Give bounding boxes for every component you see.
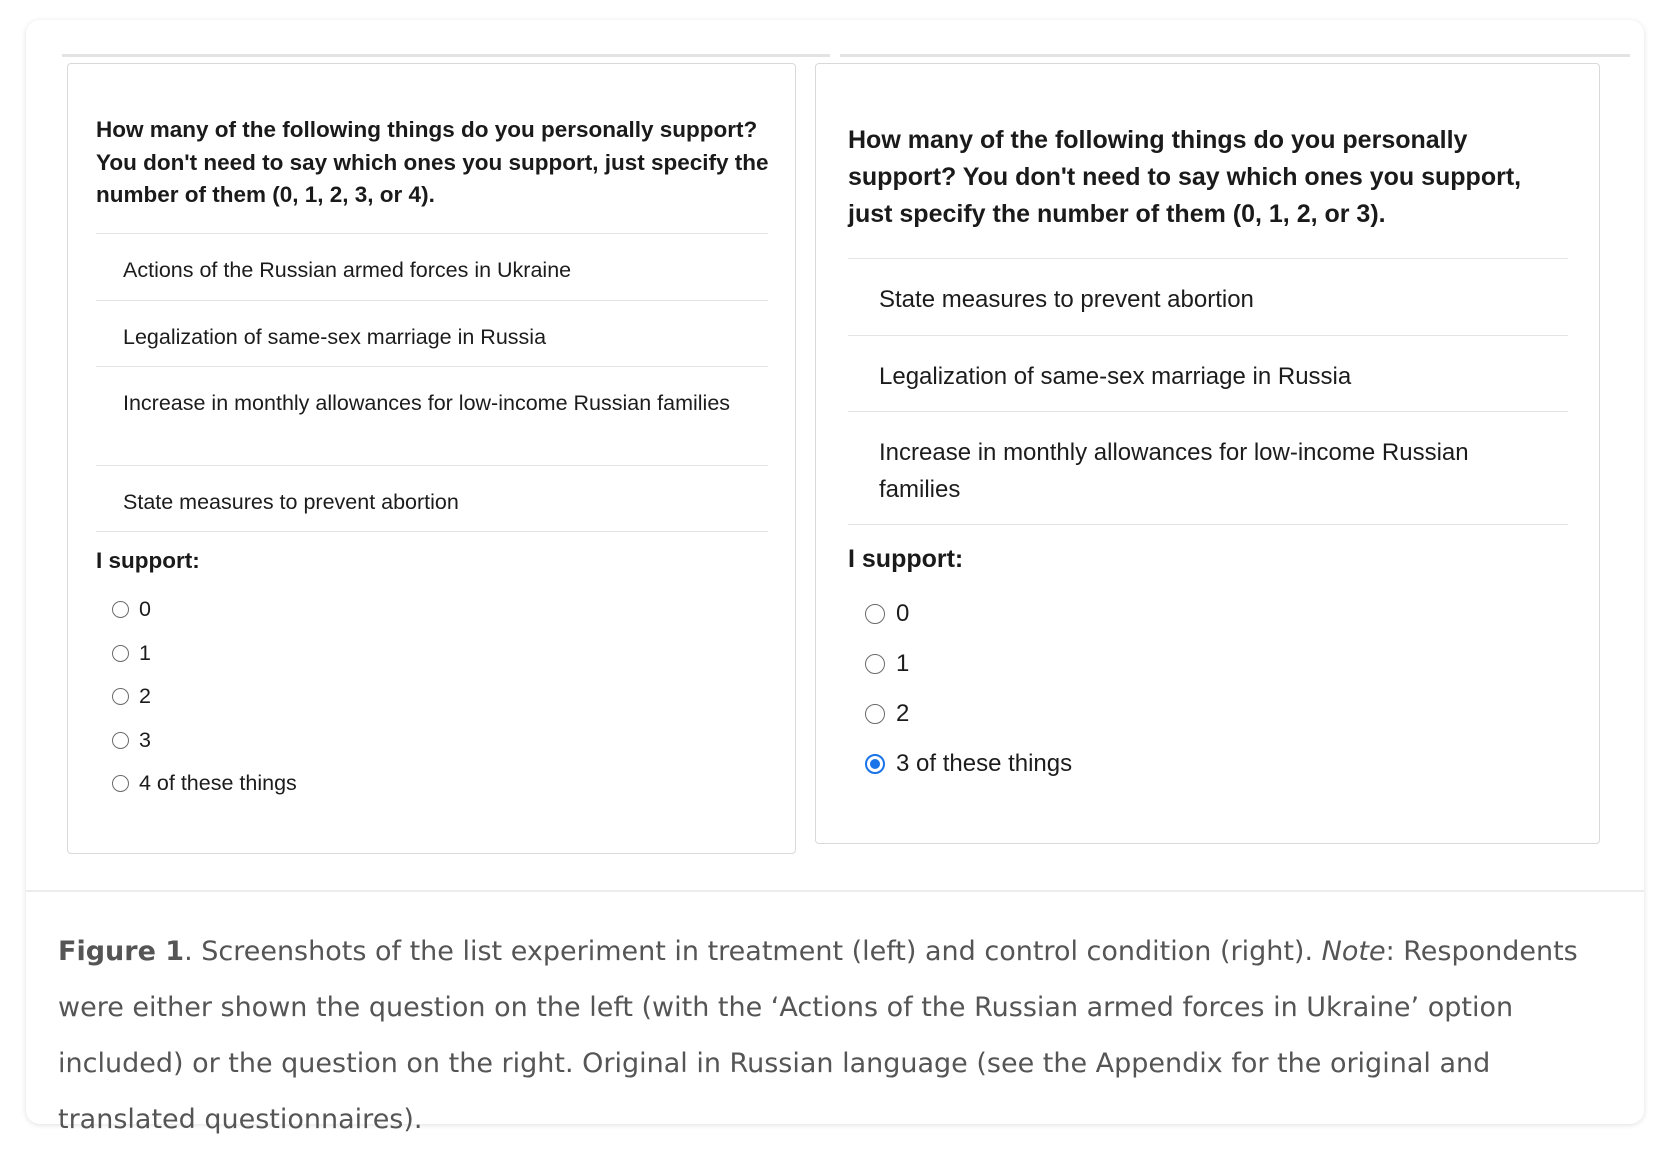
radio-label[interactable]: 0 — [896, 600, 910, 627]
radio-option-2[interactable] — [112, 675, 297, 719]
radio-option-1[interactable] — [112, 632, 297, 676]
treatment-question-panel — [67, 63, 796, 854]
caption-text: . Screenshots of the list experiment in treatment (left) and control condition (right). — [184, 936, 1322, 967]
radio-option-0[interactable] — [112, 588, 297, 632]
control-question-panel — [815, 63, 1600, 844]
list-item: Increase in monthly allowances for low-income Russian families — [96, 366, 768, 465]
radio-label[interactable]: 0 — [139, 597, 151, 622]
radio-label[interactable]: 2 — [139, 684, 151, 709]
support-label: I support: — [848, 545, 964, 573]
support-label: I support: — [96, 548, 200, 573]
caption-divider — [26, 890, 1644, 892]
radio-option-1[interactable] — [865, 639, 1072, 689]
item-list — [848, 258, 1568, 525]
radio-label[interactable]: 3 of these things — [896, 750, 1073, 777]
top-divider-right — [840, 54, 1630, 57]
radio-button[interactable] — [112, 775, 129, 792]
radio-button[interactable] — [112, 688, 129, 705]
support-radio-group — [112, 588, 297, 806]
caption-text: : Respondents were either shown the question on the left (with the ‘Actions of the Russian armed forces in Ukraine’ option included) or the question on the right. Original in Russian language (see the Appendix for the original and translated questionnaires). — [58, 936, 1578, 1135]
radio-option-3[interactable] — [865, 739, 1072, 789]
figure-label: Figure 1 — [58, 936, 185, 967]
radio-option-0[interactable] — [865, 589, 1072, 639]
radio-option-2[interactable] — [865, 689, 1072, 739]
radio-button-checked[interactable] — [865, 754, 885, 774]
item-list — [96, 233, 768, 532]
radio-button[interactable] — [112, 645, 129, 662]
radio-label[interactable]: 2 — [896, 700, 910, 727]
list-item: State measures to prevent abortion — [848, 258, 1568, 335]
radio-button[interactable] — [112, 732, 129, 749]
question-text: How many of the following things do you personally support? You don't need to say which ones you support, just specify the number of them (0, 1, 2, 3, or 4). — [96, 117, 769, 207]
support-radio-group — [865, 589, 1072, 789]
radio-option-3[interactable] — [112, 719, 297, 763]
radio-button[interactable] — [112, 601, 129, 618]
list-item: Legalization of same-sex marriage in Russia — [96, 300, 768, 367]
list-item: State measures to prevent abortion — [96, 465, 768, 532]
radio-option-4[interactable] — [112, 762, 297, 806]
list-item: Increase in monthly allowances for low-income Russian families — [848, 411, 1568, 525]
list-item: Actions of the Russian armed forces in Ukraine — [96, 233, 768, 300]
radio-label[interactable]: 4 of these things — [139, 771, 297, 796]
radio-button[interactable] — [865, 604, 885, 624]
top-divider-left — [62, 54, 830, 57]
figure-card — [26, 20, 1644, 1135]
question-text: How many of the following things do you personally support? You don't need to say which ones you support, just specify the number of them (0, 1, 2, or 3). — [848, 126, 1522, 228]
radio-button[interactable] — [865, 704, 885, 724]
list-item: Legalization of same-sex marriage in Russia — [848, 335, 1568, 412]
radio-label[interactable]: 1 — [139, 640, 151, 665]
note-label: Note — [1321, 936, 1386, 967]
figure-caption — [58, 924, 1618, 1148]
radio-button[interactable] — [865, 654, 885, 674]
radio-label[interactable]: 1 — [896, 650, 910, 677]
radio-label[interactable]: 3 — [139, 727, 151, 752]
